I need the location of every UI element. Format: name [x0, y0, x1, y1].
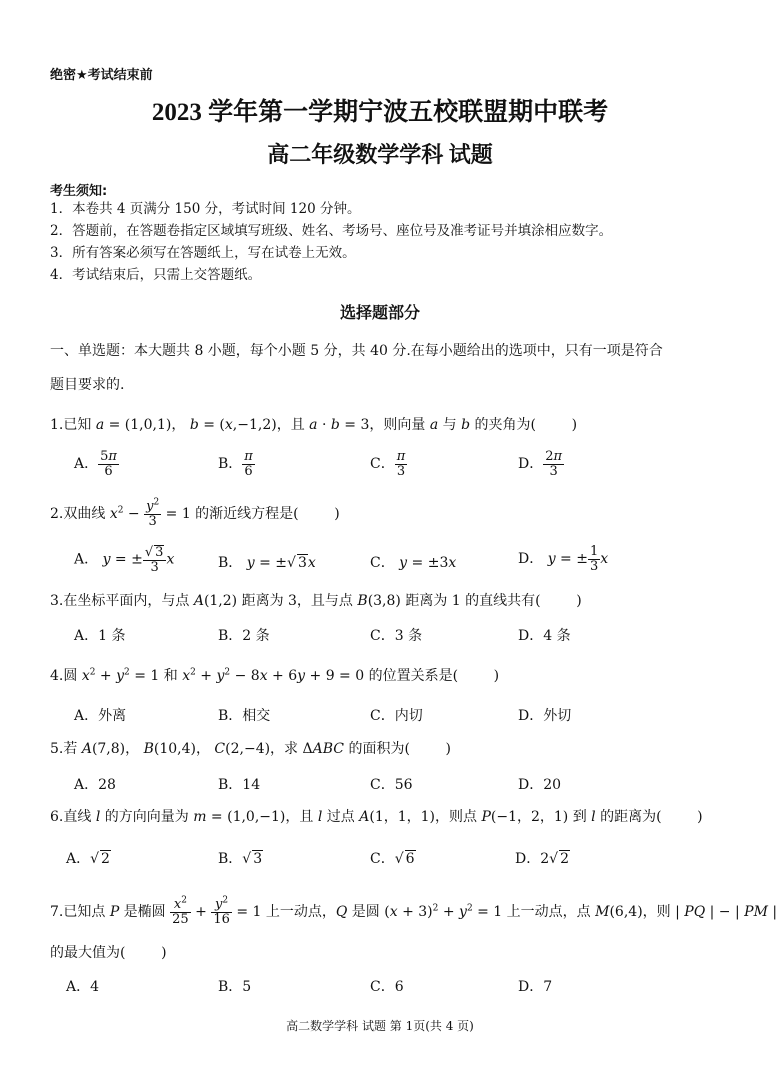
notice-item: 1．本卷共 4 页满分 150 分，考试时间 120 分钟。: [50, 201, 361, 217]
question-1-option-b[interactable]: B． $\frac{\pi}{6}$: [218, 449, 253, 479]
question-3-stem: 3.在坐标平面内，与点 A(1,2) 距离为 3，且与点 B(3,8) 距离为 1 的直线共有( ): [50, 593, 582, 609]
question-7-option-c[interactable]: C．6: [370, 979, 404, 995]
question-3-option-d[interactable]: D．4 条: [518, 628, 571, 644]
question-6-option-d[interactable]: D．2√ 2: [515, 851, 569, 867]
page-footer: 高二数学学科 试题 第 1页(共 4 页): [286, 1019, 474, 1033]
question-5-option-d[interactable]: D．20: [518, 777, 562, 793]
question-2-option-d[interactable]: D． y = ± $\frac{1}{3}$ x: [518, 544, 609, 574]
question-4-stem: 4.圆 $x^2 + y^2 = 1$ 和 $x^2 + y^2 - 8x + 6y + 9 = 0$ 的位置关系是( ): [50, 667, 500, 684]
question-1-option-c[interactable]: C． $\frac{\pi}{3}$: [370, 449, 406, 479]
exam-subtitle: 高二年级数学学科 试题: [267, 142, 493, 167]
question-6-option-b[interactable]: B．√ 3: [218, 851, 263, 867]
question-7-option-d[interactable]: D．7: [518, 979, 553, 995]
question-4-option-c[interactable]: C．内切: [370, 708, 423, 724]
question-7-stem: 7.已知点 P 是椭圆 $\frac{x^2}{25}$ + $\frac{y^2}{16}$ = 1 上一动点，Q 是圆 $(x + 3)^2 + y^2 = 1$ 上一动点，点 M(6,4)，则 | PQ | − | PM |: [50, 895, 777, 927]
question-2-option-b[interactable]: B． y = ±√ 3x: [218, 555, 316, 571]
question-6-option-c[interactable]: C．√ 6: [370, 851, 415, 867]
instruction: 一、单选题：本大题共 8 小题，每个小题 5 分，共 40 分.在每小题给出的选项中，只有一项是符合: [50, 343, 663, 359]
instruction-continued: 题目要求的.: [50, 377, 125, 393]
notice-item: 4．考试结束后，只需上交答题纸。: [50, 267, 262, 283]
section-title: 选择题部分: [339, 303, 420, 322]
question-6-stem: 6.直线 l 的方向向量为 m = (1,0,−1)，且 l 过点 A(1，1，1)，则点 P(−1，2，1) 到 l 的距离为( ): [50, 809, 703, 825]
confidential-label: 绝密★考试结束前: [50, 68, 153, 83]
exam-title: 2023 学年第一学期宁波五校联盟期中联考: [151, 99, 609, 126]
question-3-option-b[interactable]: B．2 条: [218, 628, 270, 644]
notice-item: 2．答题前，在答题卷指定区域填写班级、姓名、考场号、座位号及准考证号并填涂相应数字。: [50, 223, 613, 239]
question-7-option-b[interactable]: B．5: [218, 979, 252, 995]
question-1-option-d[interactable]: D． $\frac{2\pi}{3}$: [518, 449, 563, 479]
question-5-stem: 5.若 A(7,8)， B(10,4)， C(2,−4)，求 ΔABC 的面积为( ): [50, 741, 451, 757]
question-2-option-c[interactable]: C． y = ±3x: [370, 555, 457, 571]
question-6-option-a[interactable]: A．√ 2: [66, 851, 110, 867]
question-2-stem: 2.双曲线 $x^2$ − $\frac{y^2}{3}$ = 1 的渐近线方程是( ): [50, 497, 340, 529]
question-5-option-b[interactable]: B．14: [218, 777, 261, 793]
question-7-option-a[interactable]: A．4: [66, 979, 100, 995]
question-4-option-d[interactable]: D．外切: [518, 708, 572, 724]
question-3-option-c[interactable]: C．3 条: [370, 628, 423, 644]
notice-heading: 考生须知:: [50, 184, 108, 199]
question-7-stem-continued: 的最大值为( ): [50, 945, 167, 961]
question-5-option-a[interactable]: A．28: [74, 777, 116, 793]
notice-item: 3．所有答案必须写在答题纸上，写在试卷上无效。: [50, 245, 356, 261]
question-3-option-a[interactable]: A．1 条: [74, 628, 126, 644]
question-1-option-a[interactable]: A． $\frac{5\pi}{6}$: [74, 449, 117, 479]
question-2-option-a[interactable]: A． y = ± $\frac{√ 3}{3}$ x: [74, 545, 175, 575]
question-5-option-c[interactable]: C．56: [370, 777, 413, 793]
question-4-option-a[interactable]: A．外离: [74, 708, 127, 724]
question-1-stem: 1.已知 a = (1,0,1)， b = (x,−1,2)，且 a · b = 3，则向量 a 与 b 的夹角为( ): [50, 417, 578, 433]
question-4-option-b[interactable]: B．相交: [218, 708, 271, 724]
